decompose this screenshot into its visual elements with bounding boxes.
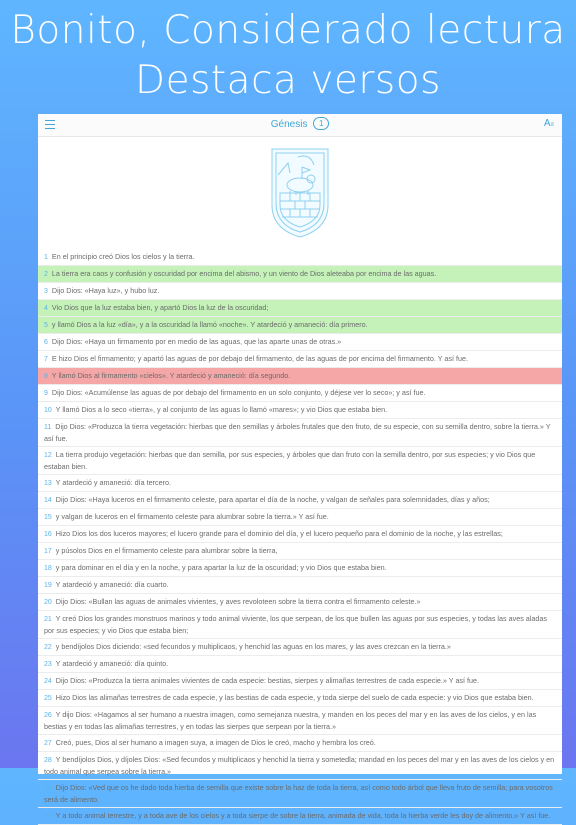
- verse-number: 15: [44, 514, 52, 521]
- verse-row[interactable]: [38, 752, 562, 780]
- verse-text: Y atardeció y amaneció: día tercero.: [55, 478, 172, 487]
- verse-text: Dijo Dios: «Produzca la tierra vegetación: hierbas que den semillas y árboles frutales que den fruto, de su especie, con su semilla dentro, sobre la tierra.» Y así fue.: [44, 422, 551, 443]
- verse-number: 10: [44, 407, 52, 414]
- verse-text: Dijo Dios: «Haya luceros en el firmamento celeste, para apartar el día de la noche, y valgan de señales para solemnidades, días y años;: [55, 495, 490, 504]
- lamb-emblem-icon: [268, 145, 332, 241]
- verse-row[interactable]: [38, 656, 562, 673]
- verse-row[interactable]: [38, 543, 562, 560]
- verse-number: 25: [44, 695, 52, 702]
- verse-text: Y llamó Dios a lo seco «tierra», y al conjunto de las aguas lo llamó «mares»; y vio Dios que estaba bien.: [55, 405, 388, 414]
- verse-number: 29: [44, 785, 52, 792]
- text-size-icon[interactable]: A≡: [543, 118, 554, 129]
- verse-row[interactable]: [38, 317, 562, 334]
- verse-row[interactable]: [38, 300, 562, 317]
- verse-text: Y llamó Dios al firmamento «cielos». Y atardeció y amaneció: día segundo.: [51, 371, 291, 380]
- verse-number: 1: [44, 254, 48, 261]
- verse-number: 30: [44, 813, 52, 820]
- verse-text: y llamó Dios a la luz «día», y a la oscuridad la llamó «noche». Y atardeció y amaneció: día primero.: [51, 320, 368, 329]
- verse-text: E hizo Dios el firmamento; y apartó las aguas de por debajo del firmamento, de las aguas de por encima del firmamento. Y así fue.: [51, 354, 468, 363]
- verse-number: 14: [44, 497, 52, 504]
- chapter-badge: 1: [313, 117, 329, 130]
- top-navigation-bar: [38, 114, 562, 137]
- verse-row[interactable]: [38, 447, 562, 475]
- verse-text: Hizo Dios los dos luceros mayores; el lucero grande para el dominio del día, y el lucero pequeño para el dominio de la noche, y las estrellas;: [55, 529, 503, 538]
- verse-number: 11: [44, 424, 52, 431]
- verse-row[interactable]: [38, 475, 562, 492]
- verse-text: Dijo Dios: «Ved que os he dado toda hierba de semilla que existe sobre la haz de toda la tierra, así como todo árbol que lleva fruto de semilla; para vosotros será de alimento.: [44, 783, 553, 804]
- verse-row[interactable]: [38, 735, 562, 752]
- chapter-illustration: [38, 137, 562, 249]
- verse-row[interactable]: [38, 334, 562, 351]
- verse-number: 21: [44, 616, 52, 623]
- verse-text: Dijo Dios: «Bullan las aguas de animales vivientes, y aves revoloteen sobre la tierra contra el firmamento celeste.»: [55, 597, 421, 606]
- verse-text: y valgan de luceros en el firmamento celeste para alumbrar sobre la tierra.» Y así fue.: [55, 512, 329, 521]
- verse-text: y bendíjolos Dios diciendo: «sed fecundos y multiplicaos, y henchid las aguas en los mares, y las aves crezcan en la tierra.»: [55, 642, 451, 651]
- verse-text: Dijo Dios: «Haya luz», y hubo luz.: [51, 286, 160, 295]
- verse-text: La tierra era caos y confusión y oscuridad por encima del abismo, y un viento de Dios aleteaba por encima de las aguas.: [51, 269, 437, 278]
- verse-number: 22: [44, 644, 52, 651]
- verse-number: 23: [44, 661, 52, 668]
- verse-row[interactable]: [38, 351, 562, 368]
- verse-text: y púsolos Dios en el firmamento celeste para alumbrar sobre la tierra,: [55, 546, 278, 555]
- verse-row[interactable]: [38, 808, 562, 825]
- verse-text: Creó, pues, Dios al ser humano a imagen suya, a imagen de Dios le creó, macho y hembra los creó.: [55, 738, 376, 747]
- verse-text: Dijo Dios: «Acumúlense las aguas de por debajo del firmamento en un solo conjunto, y déjese ver lo seco»; y así fue.: [51, 388, 426, 397]
- verse-number: 4: [44, 305, 48, 312]
- verse-row[interactable]: [38, 402, 562, 419]
- verse-number: 2: [44, 271, 48, 278]
- verse-text: Vio Dios que la luz estaba bien, y apartó Dios la luz de la oscuridad;: [51, 303, 269, 312]
- verse-text: Y a todo animal terrestre, y a toda ave de los cielos y a toda sierpe de sobre la tierra, animada de vida, toda la hierba verde les doy de alimento.» Y así fue.: [55, 811, 551, 820]
- verse-row[interactable]: [38, 673, 562, 690]
- verse-number: 5: [44, 322, 48, 329]
- verse-row[interactable]: [38, 266, 562, 283]
- verse-row[interactable]: [38, 385, 562, 402]
- verse-row[interactable]: [38, 283, 562, 300]
- verse-text: Hizo Dios las alimañas terrestres de cada especie, y las bestias de cada especie, y toda sierpe del suelo de cada especie: y vio Dios que estaba bien.: [55, 693, 534, 702]
- verse-text: Y creó Dios los grandes monstruos marinos y todo animal viviente, los que serpean, de los que bullen las aguas por sus especies, y todas las aves aladas por sus especies; y vio Dios que estaba bien;: [44, 614, 547, 635]
- verse-number: 17: [44, 548, 52, 555]
- verse-row[interactable]: [38, 368, 562, 385]
- text-size-letter: A: [543, 118, 551, 129]
- verse-number: 9: [44, 390, 48, 397]
- verse-number: 18: [44, 565, 52, 572]
- verse-row[interactable]: [38, 639, 562, 656]
- verse-number: 7: [44, 356, 48, 363]
- promo-headline-line1: Bonito, Considerado lectura: [10, 8, 566, 53]
- verse-text: Y atardeció y amaneció: día cuarto.: [55, 580, 169, 589]
- verse-number: 13: [44, 480, 52, 487]
- promo-headline: [0, 6, 576, 106]
- verse-number: 19: [44, 582, 52, 589]
- verse-row[interactable]: [38, 509, 562, 526]
- verse-row[interactable]: [38, 690, 562, 707]
- verse-number: 27: [44, 740, 52, 747]
- verse-number: 12: [44, 452, 52, 459]
- verse-text: Dijo Dios: «Haya un firmamento por en medio de las aguas, que las aparte unas de otras.»: [51, 337, 342, 346]
- verse-text: En el principio creó Dios los cielos y la tierra.: [51, 252, 195, 261]
- verse-row[interactable]: [38, 492, 562, 509]
- verse-number: 6: [44, 339, 48, 346]
- verse-text: Y atardeció y amaneció: día quinto.: [55, 659, 169, 668]
- verse-text: y para dominar en el día y en la noche, y para apartar la luz de la oscuridad; y vio Dios que estaba bien.: [55, 563, 387, 572]
- verse-row[interactable]: [38, 707, 562, 735]
- verse-number: 24: [44, 678, 52, 685]
- verse-number: 20: [44, 599, 52, 606]
- verse-row[interactable]: [38, 594, 562, 611]
- verse-row[interactable]: [38, 780, 562, 808]
- verse-text: Y dijo Dios: «Hagamos al ser humano a nuestra imagen, como semejanza nuestra, y manden en los peces del mar y en las aves de los cielos, y en las bestias y en todas las alimañas terrestres, y en todas las sierpes que serpean por la tierra.»: [44, 710, 537, 731]
- verse-text: Y bendíjolos Dios, y díjoles Dios: «Sed fecundos y multiplicaos y henchid la tierra y sometedla; mandad en los peces del mar y en las aves de los cielos y en todo animal que serpea sobre la tierra.»: [44, 755, 555, 776]
- promo-headline-line2: Destaca versos: [135, 58, 441, 103]
- verse-number: 16: [44, 531, 52, 538]
- verse-row[interactable]: [38, 249, 562, 266]
- reader-screen: [38, 114, 562, 820]
- verse-number: 3: [44, 288, 48, 295]
- verse-row[interactable]: [38, 526, 562, 543]
- verse-text: Dijo Dios: «Produzca la tierra animales vivientes de cada especie: bestias, sierpes y alimañas terrestres de cada especie.» Y así fue.: [55, 676, 480, 685]
- verse-row[interactable]: [38, 560, 562, 577]
- verse-row[interactable]: [38, 577, 562, 594]
- verse-number: 8: [44, 373, 48, 380]
- book-chapter-selector[interactable]: [38, 117, 562, 130]
- book-title: Génesis: [270, 119, 308, 130]
- verse-text: La tierra produjo vegetación: hierbas que dan semilla, por sus especies, y árboles que dan fruto con la semilla dentro, por sus especies; y vio Dios que estaban bien.: [44, 450, 536, 471]
- verse-row[interactable]: [38, 611, 562, 639]
- verse-number: 28: [44, 757, 52, 764]
- verse-list: [38, 249, 562, 825]
- verse-row[interactable]: [38, 419, 562, 447]
- verse-number: 26: [44, 712, 52, 719]
